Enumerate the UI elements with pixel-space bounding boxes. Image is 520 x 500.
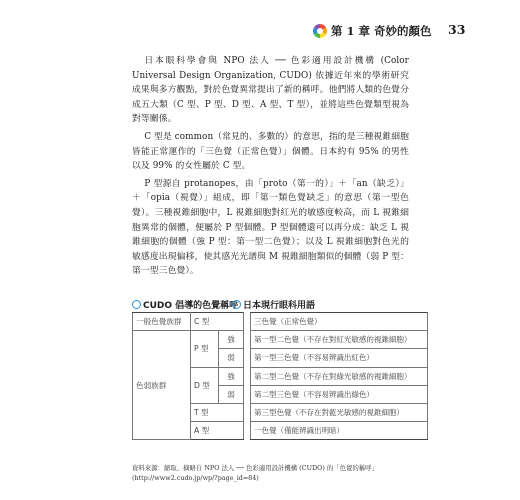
paragraph-c-type: C 型是 common（常見的、多數的）的意思，指的是三種視錐細胞皆能正常運作的「三色覺（正常色覺）」個體。日本約有 95% 的男性以及 99% 的女性屬於 C 型。 <box>132 131 409 172</box>
type-a: A 型 <box>191 422 244 440</box>
chapter-title: 奇妙的顏色 <box>374 24 432 38</box>
circle-bullet-icon <box>132 300 141 309</box>
strength-weak: 弱 <box>219 385 244 403</box>
term-tritan: 第三型色覺（不存在對藍光敏感的視錐細胞） <box>251 403 428 421</box>
color-wheel-icon <box>313 24 327 38</box>
strength-strong: 強 <box>219 331 244 349</box>
group-weak: 色弱族群 <box>133 331 191 440</box>
chapter-label: 第 1 章 <box>331 24 371 38</box>
type-c: C 型 <box>191 313 244 331</box>
term-deuteranomaly: 第二型三色覺（不容易辨識出綠色） <box>251 385 428 403</box>
color-vision-table <box>132 312 428 440</box>
circle-bullet-icon <box>232 300 241 309</box>
term-deuteranopia: 第二型二色覺（不存在對綠光敏感的視錐細胞） <box>251 367 428 385</box>
source-footnote: 資料來源：縮取、摘略自 NPO 法人 ── 色彩適用設計機構 (CUDO) 的「色覺的稱呼」(http://www2.cudo.jp/wp/?page_id=84) <box>132 464 378 482</box>
group-common: 一般色覺族群 <box>133 313 191 331</box>
page-header <box>0 21 520 41</box>
table-row <box>133 331 428 349</box>
type-d: D 型 <box>191 367 219 403</box>
paragraph-p-type: P 型源自 protanopes，由「proto（第一的）」＋「an（缺乏）」＋「opia（視覺）」組成，即「第一類色覺缺乏」的意思（第一型色覺）。三種視錐細胞中，L 視錐細胞對紅光的敏感度較高，而 L 視錐細胞異常的個體，便屬於 P 型個體。P 型個體還可以再分成：缺乏 L 視錐細胞的個體（強 P 型：第一型二色覺）；以及 L 視錐細胞對色光的敏感度出現偏移，使其感光光譜與 M 視錐細胞類似的個體（弱 P 型：第一型三色覺）。 <box>132 178 409 277</box>
term-protanomaly: 第一型三色覺（不容易辨識出紅色） <box>251 349 428 367</box>
strength-strong: 強 <box>219 367 244 385</box>
body-text <box>132 54 409 279</box>
page-number: 33 <box>448 22 466 37</box>
term-protanopia: 第一型二色覺（不存在對紅光敏感的視錐細胞） <box>251 331 428 349</box>
type-t: T 型 <box>191 403 244 421</box>
type-p: P 型 <box>191 331 219 367</box>
strength-weak: 弱 <box>219 349 244 367</box>
paragraph-cudo-intro: 日本眼科學會與 NPO 法人 ── 色彩適用設計機構 (Color Universal Design Organization, CUDO) 依據近年來的學術研究成果與多方觀點，對於色覺異常提出了新的稱呼。他們將人類的色覺分成五大類（C 型、P 型、D 型、A 型、T 型），並將這些色覺類型視為對等關係。 <box>132 56 409 125</box>
term-trichromacy: 三色覺（正常色覺） <box>251 313 428 331</box>
table-row <box>133 313 428 331</box>
table-section-labels <box>132 298 432 312</box>
cudo-label: CUDO 倡導的色覺稱呼 <box>132 298 238 311</box>
term-monochromacy: 一色覺（僅能辨識出明暗） <box>251 422 428 440</box>
ophthalmology-label: 日本現行眼科用語 <box>232 298 315 311</box>
